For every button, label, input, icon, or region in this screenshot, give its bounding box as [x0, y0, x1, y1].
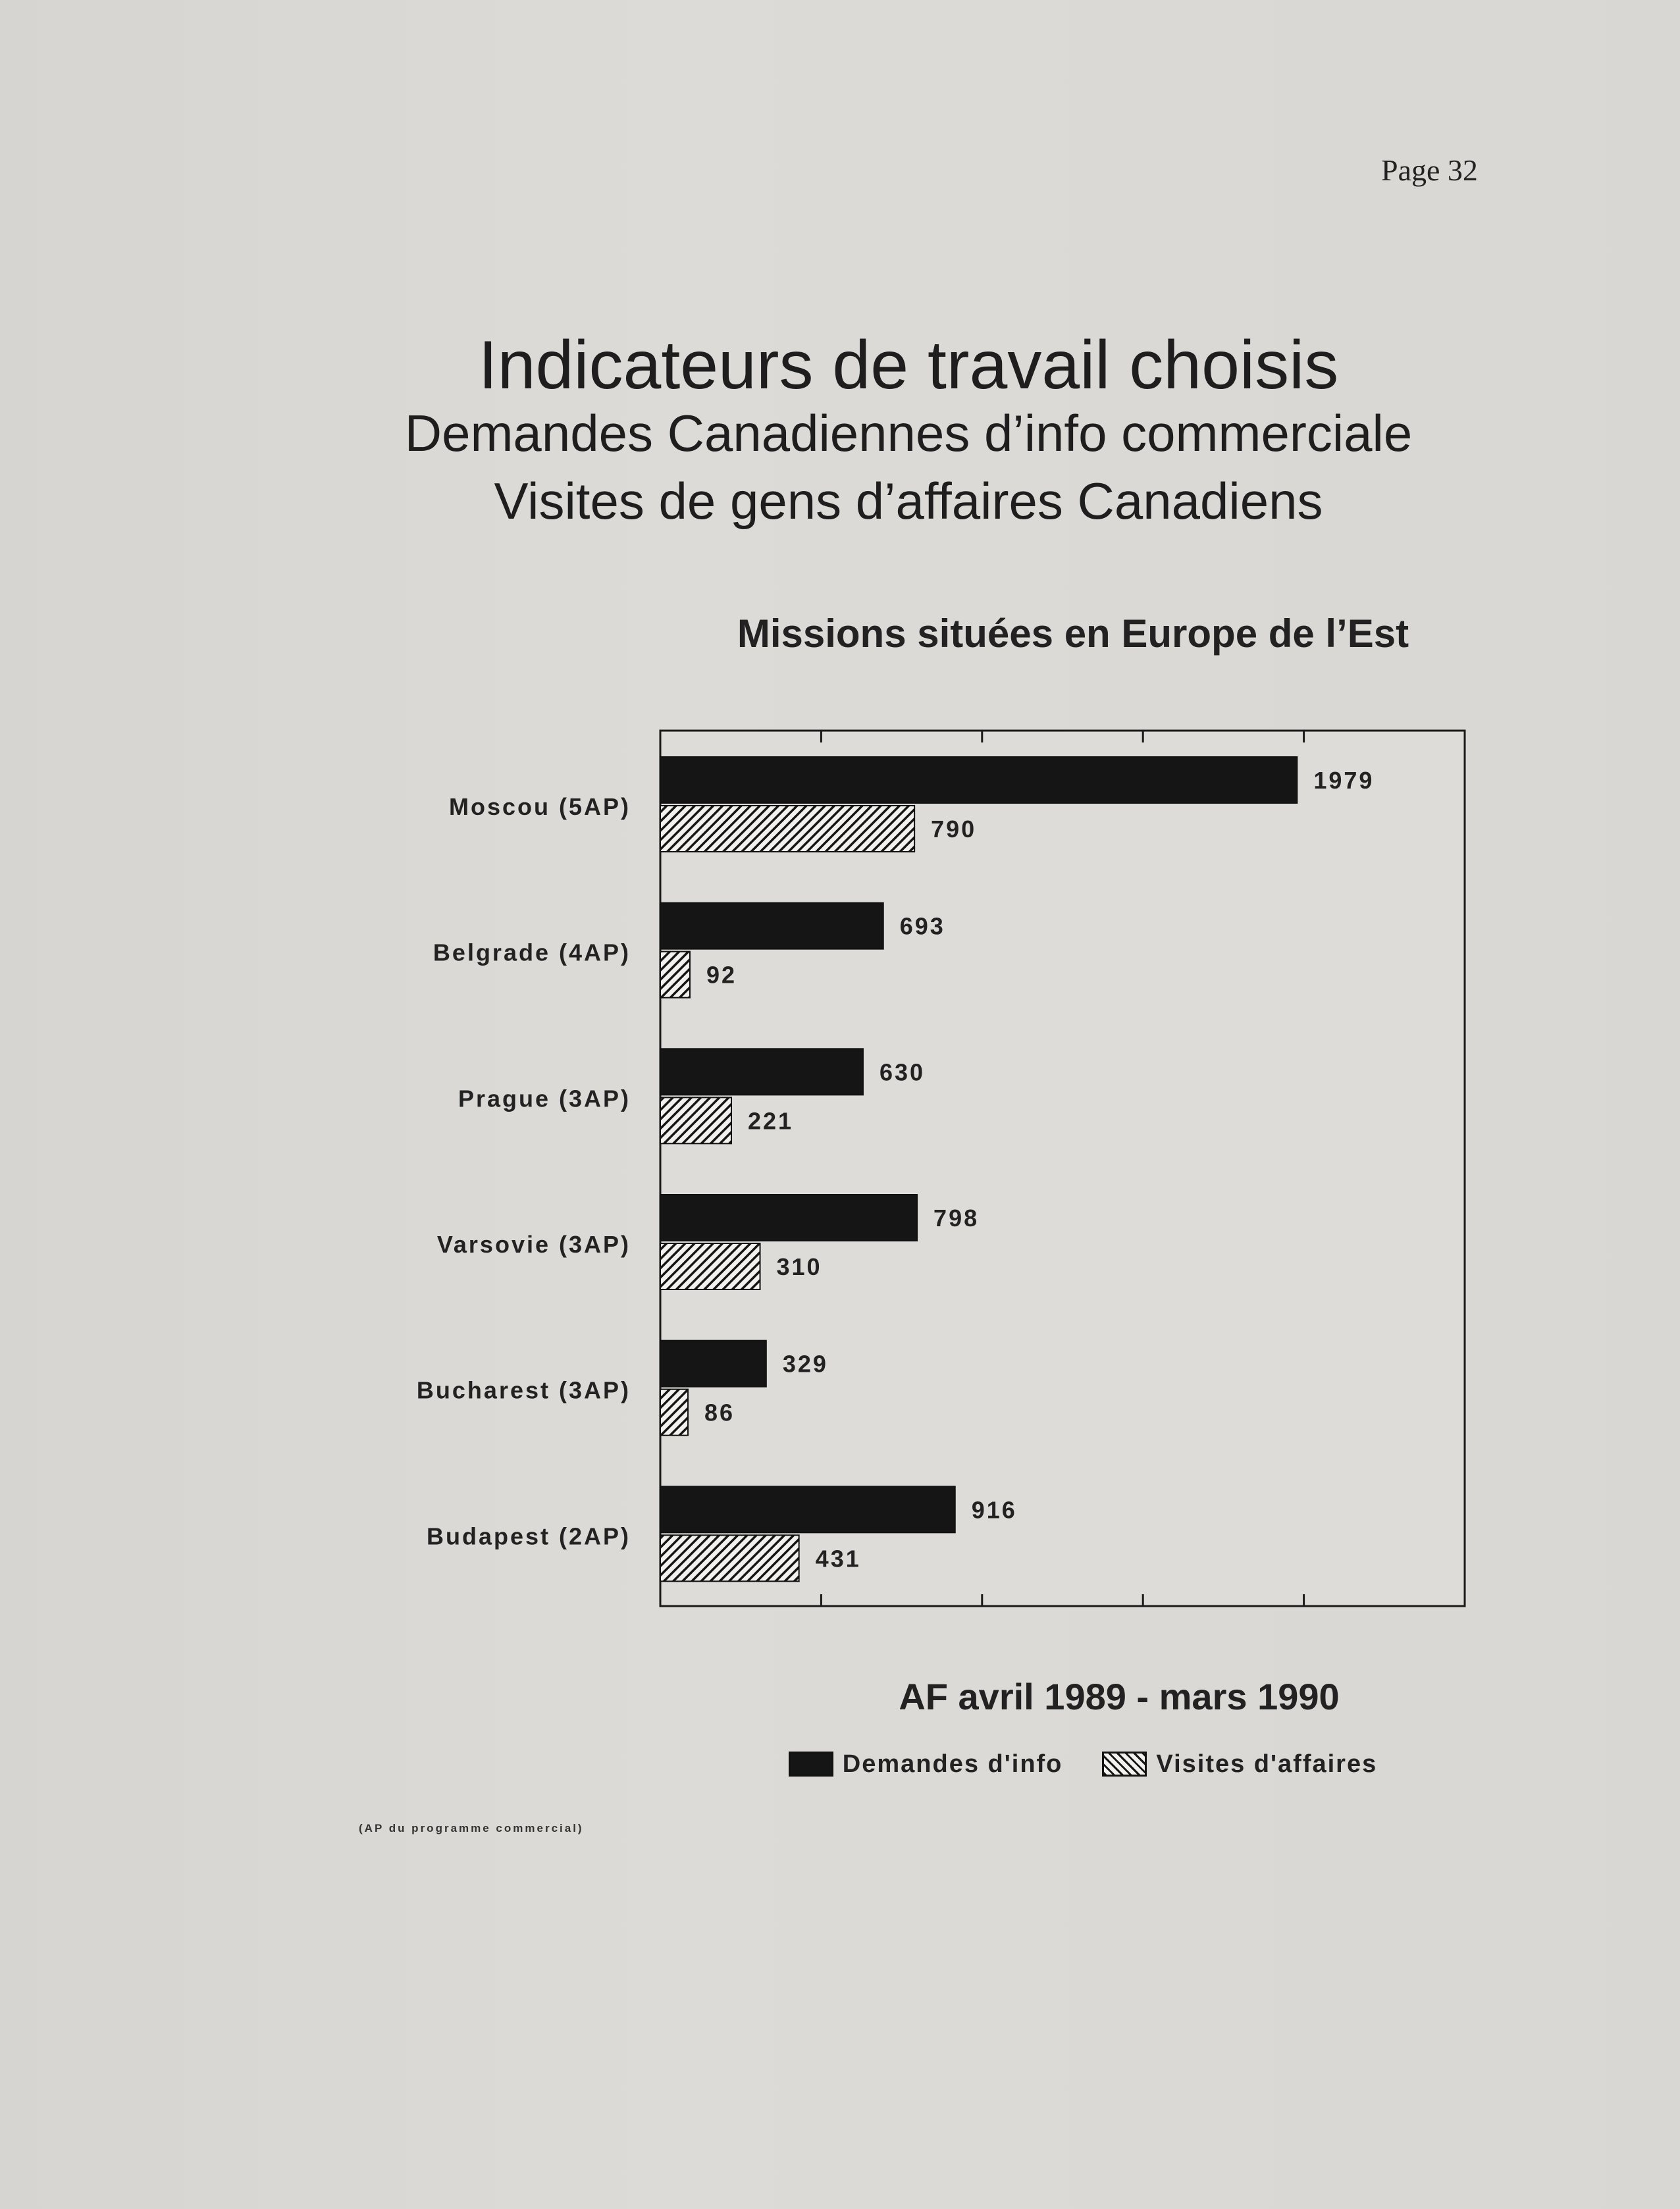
bar-visites [660, 806, 914, 852]
bar-visites [660, 952, 690, 998]
bar-visites [660, 1097, 731, 1143]
category-label: Bucharest (3AP) [416, 1376, 631, 1404]
bar-value-label: 630 [879, 1058, 926, 1086]
bar-value-label: 221 [748, 1107, 794, 1135]
main-title: Indicateurs de travail choisis [478, 327, 1339, 403]
chart-title: Missions situées en Europe de l’Est [737, 611, 1409, 656]
legend-swatch-hatched [1102, 1752, 1147, 1777]
bar-demandes [660, 1049, 863, 1095]
bar-value-label: 693 [899, 912, 945, 940]
bar-value-label: 310 [776, 1253, 822, 1280]
bar-value-label: 1979 [1313, 767, 1375, 794]
bar-value-label: 329 [782, 1350, 828, 1378]
bar-value-label: 431 [815, 1545, 861, 1572]
footnote: (AP du programme commercial) [359, 1822, 584, 1834]
legend-item-demandes [789, 1750, 1063, 1779]
category-label: Varsovie (3AP) [436, 1231, 631, 1258]
bar-value-label: 916 [971, 1496, 1017, 1524]
bar-value-label: 790 [931, 816, 977, 843]
bar-demandes [660, 903, 883, 949]
chart-legend [741, 1744, 1425, 1784]
bar-visites [660, 1390, 688, 1436]
page-number: Page 32 [1381, 153, 1478, 187]
category-label: Budapest (2AP) [426, 1522, 631, 1550]
plot-frame [660, 731, 1465, 1606]
category-label: Moscou (5AP) [448, 793, 631, 820]
bar-demandes [660, 1486, 955, 1532]
x-axis-label: AF avril 1989 - mars 1990 [899, 1676, 1340, 1717]
bar-demandes [660, 757, 1297, 803]
bar-demandes [660, 1195, 917, 1241]
category-label: Prague (3AP) [458, 1085, 631, 1112]
legend-label-demandes: Demandes d'info [842, 1750, 1063, 1778]
title-line-3: Visites de gens d’affaires Canadiens [494, 472, 1323, 530]
bar-value-label: 92 [706, 961, 737, 989]
category-label: Belgrade (4AP) [433, 939, 631, 966]
bar-visites [660, 1535, 799, 1581]
bar-demandes [660, 1341, 766, 1387]
title-line-2: Demandes Canadiennes d’info commerciale [404, 404, 1413, 462]
bar-visites [660, 1243, 760, 1289]
legend-swatch-solid [789, 1752, 833, 1777]
bar-value-label: 798 [933, 1205, 980, 1232]
bar-value-label: 86 [704, 1399, 735, 1426]
legend-label-visites: Visites d'affaires [1156, 1750, 1378, 1778]
legend-item-visites [1102, 1750, 1377, 1779]
